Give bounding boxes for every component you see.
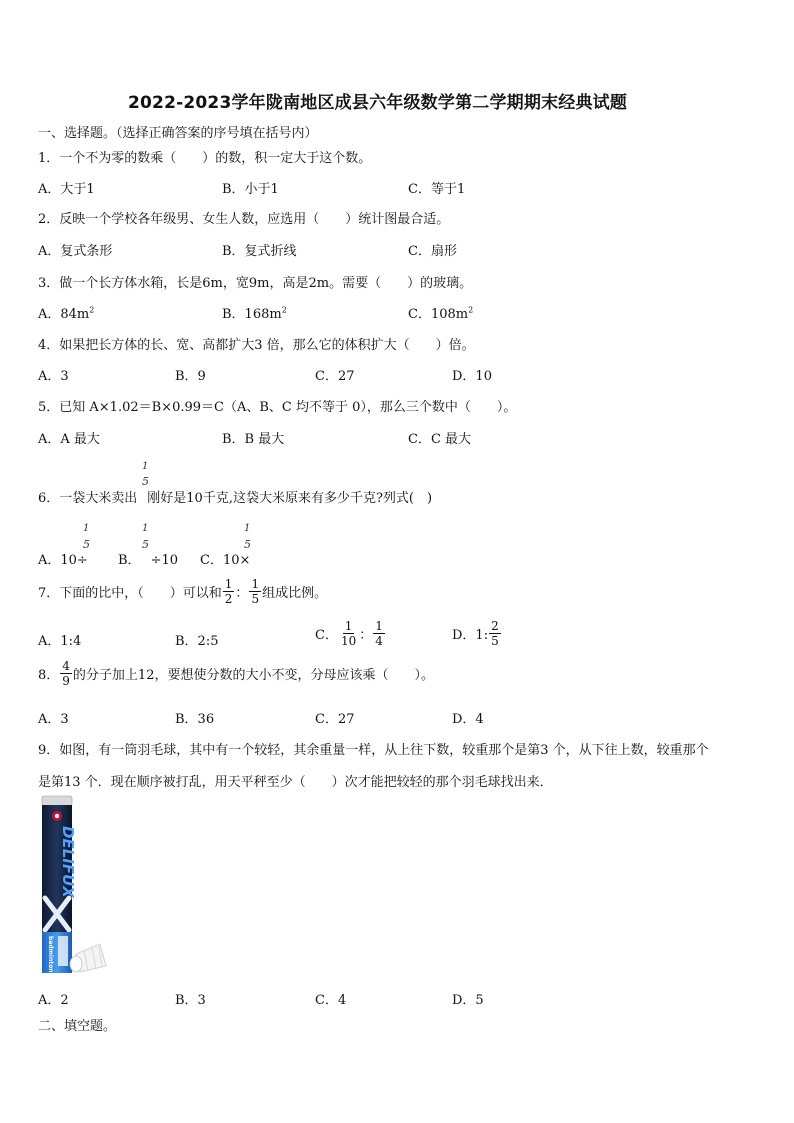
section-1-heading: 一、选择题。（选择正确答案的序号填在括号内） xyxy=(38,126,318,141)
q9-option-b[interactable]: B．3 xyxy=(175,993,206,1008)
question-8: 8． $\frac{4}{9}$ 的分子加上12，要想使分数的大小不变，分母应该乘（ ）。 xyxy=(38,659,434,688)
q4-option-d[interactable]: D．10 xyxy=(452,369,492,384)
question-9-line-1: 9．如图，有一筒羽毛球，其中有一个较轻，其余重量一样，从上往下数，较重那个是第3 个，从下往上数，较重那个 xyxy=(38,743,709,758)
q6-option-c[interactable]: C．10× xyxy=(200,553,251,568)
q2-option-b[interactable]: B．复式折线 xyxy=(222,244,297,259)
question-6: 6．一袋大米卖出 刚好是10千克,这袋大米原来有多少千克?列式( ) xyxy=(38,491,433,506)
q4-option-c[interactable]: C．27 xyxy=(315,369,355,384)
q2-option-a[interactable]: A．复式条形 xyxy=(38,244,113,259)
q6-fraction: 1 5 xyxy=(142,461,149,488)
svg-text:DELIFUX: DELIFUX xyxy=(59,826,77,898)
svg-text:badminton: badminton xyxy=(47,936,54,973)
q7-frac-1-2: $\frac{1}{2}$ xyxy=(224,577,233,606)
q3-option-a[interactable]: A．$84m^2$ xyxy=(38,305,95,322)
q6-option-c-fraction: 1 5 xyxy=(244,523,251,551)
q7-option-a[interactable]: A．1:4 xyxy=(38,634,82,649)
question-5: 5．已知 A×1.02＝B×0.99＝C（A、B、C 均不等于 0），那么三个数中（ ）。 xyxy=(38,400,517,415)
q7-option-b[interactable]: B．2:5 xyxy=(175,634,219,649)
question-7: 7．下面的比中，（ ）可以和 $\frac{1}{2}$ ： $\frac{1}{5}$ 组成比例。 xyxy=(38,577,328,606)
q8-option-d[interactable]: D．4 xyxy=(452,712,484,727)
q4-option-a[interactable]: A．3 xyxy=(38,369,69,384)
question-9-line-2: 是第13 个．现在顺序被打乱，用天平秤至少（ ）次才能把较轻的那个羽毛球找出来． xyxy=(38,775,553,790)
question-2: 2．反映一个学校各年级男、女生人数，应选用（ ）统计图最合适。 xyxy=(38,212,450,227)
page-title: 2022-2023学年陇南地区成县六年级数学第二学期期末经典试题 xyxy=(128,93,628,113)
q6-option-a-fraction: 1 5 xyxy=(83,523,90,551)
q6-option-b[interactable]: B． ÷10 xyxy=(118,553,178,568)
q6-option-b-fraction: 1 5 xyxy=(142,523,149,551)
q3-option-b[interactable]: B．$168m^2$ xyxy=(222,305,287,322)
question-1: 1．一个不为零的数乘（ ）的数，积一定大于这个数。 xyxy=(38,151,372,166)
q2-option-c[interactable]: C．扇形 xyxy=(408,244,457,259)
q8-option-b[interactable]: B．36 xyxy=(175,712,215,727)
q1-option-b[interactable]: B．小于1 xyxy=(222,182,279,197)
q6-option-a[interactable]: A．10÷ xyxy=(38,553,88,568)
q5-option-b[interactable]: B．B 最大 xyxy=(222,432,285,447)
question-4: 4．如果把长方体的长、宽、高都扩大3 倍，那么它的体积扩大（ ）倍。 xyxy=(38,338,475,353)
q4-option-b[interactable]: B．9 xyxy=(175,369,206,384)
q5-option-c[interactable]: C．C 最大 xyxy=(408,432,472,447)
q9-option-c[interactable]: C．4 xyxy=(315,993,347,1008)
q9-option-a[interactable]: A．2 xyxy=(38,993,69,1008)
q7-frac-1-5: $\frac{1}{5}$ xyxy=(251,577,260,606)
q3-option-c[interactable]: C．$108m^2$ xyxy=(408,305,474,322)
section-2-heading: 二、填空题。 xyxy=(38,1019,117,1034)
q1-option-c[interactable]: C．等于1 xyxy=(408,182,466,197)
q7-option-c[interactable]: C． $\frac{1}{10}$ ： $\frac{1}{4}$ xyxy=(315,619,383,648)
q8-option-a[interactable]: A．3 xyxy=(38,712,69,727)
q7-option-d[interactable]: D．1: $\frac{2}{5}$ xyxy=(452,619,499,648)
q8-option-c[interactable]: C．27 xyxy=(315,712,355,727)
q9-option-d[interactable]: D．5 xyxy=(452,993,484,1008)
q5-option-a[interactable]: A．A 最大 xyxy=(38,432,100,447)
q1-option-a[interactable]: A．大于1 xyxy=(38,182,95,197)
question-3: 3．做一个长方体水箱，长是6m，宽9m，高是2m。需要（ ）的玻璃。 xyxy=(38,276,473,291)
shuttlecock-tube-image xyxy=(36,794,112,978)
